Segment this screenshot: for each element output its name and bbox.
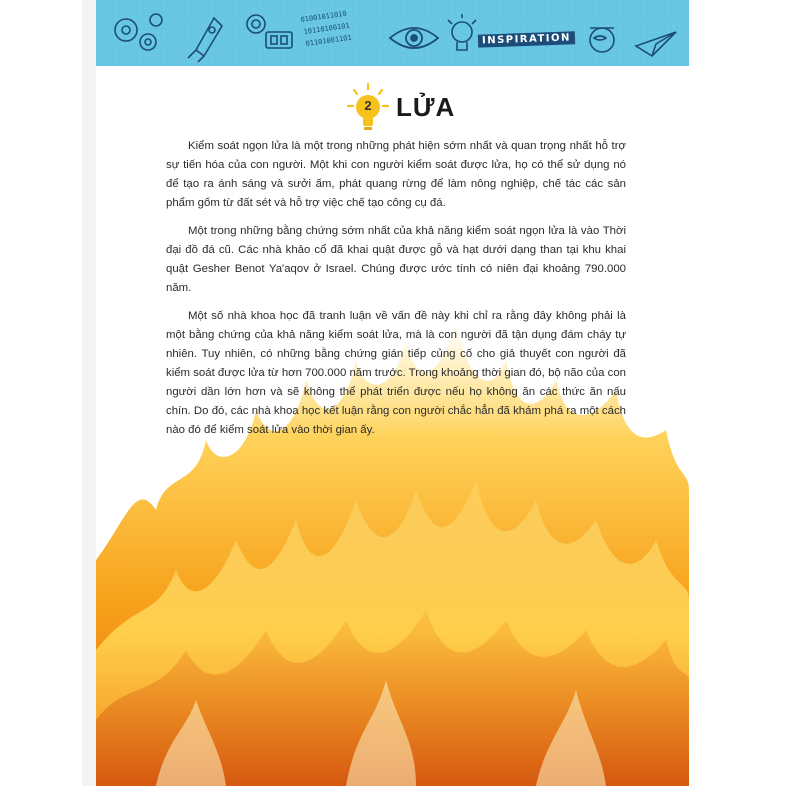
book-page <box>96 0 689 786</box>
banner-label: INSPIRATION <box>478 31 575 47</box>
chapter-number: 2 <box>364 98 372 113</box>
chapter-title: LỬA <box>396 91 456 122</box>
page-edge <box>82 0 96 786</box>
doodle-banner <box>96 0 689 66</box>
svg-text:01001011010: 01001011010 <box>300 9 348 24</box>
chapter-bulb-icon <box>346 82 390 132</box>
svg-text:10110100101: 10110100101 <box>303 21 351 36</box>
right-margin <box>689 0 786 786</box>
binary-text-icon <box>300 10 352 48</box>
left-margin <box>0 0 82 786</box>
article-body <box>166 137 626 449</box>
paragraph: Kiểm soát ngọn lửa là một trong những phát hiện sớm nhất và quan trọng nhất hỗ trợ sự tiến hóa của con người. Một khi con người kiểm soát được lửa, họ có thể sử dụng nó để tạo ra ánh sáng và sưởi ấm, phát quang rừng để làm nông nghiệp, chế tác các sản phẩm gốm từ đất sét và hỗ trợ việc chế tạo công cụ đá. <box>166 140 626 209</box>
paragraph: Một trong những bằng chứng sớm nhất của khả năng kiểm soát ngọn lửa là vào Thời đại đồ đá cũ. Các nhà khảo cổ đã khai quật được gỗ và hạt dưới dạng than tại khu khai quật Gesher Benot Ya'aqov ở Israel. Chúng được ước tính có niên đại khoảng 790.000 năm. <box>166 225 626 294</box>
chapter-heading <box>346 82 455 132</box>
svg-text:01101001101: 01101001101 <box>305 33 353 48</box>
paragraph: Một số nhà khoa học đã tranh luận về vấn đề này khi chỉ ra rằng đây không phải là một bằng chứng của khả năng kiểm soát lửa, mà là con người đã tận dụng đám cháy tự nhiên. Tuy nhiên, có những bằng chứng gián tiếp củng cố cho giả thuyết con người đã kiểm soát được lửa từ hơn 700.000 năm trước. Trong khoảng thời gian đó, bộ não của con người dần lớn hơn và sẽ không thể phát triển được nếu họ không ăn các thức ăn nấu chín. Do đó, các nhà khoa học kết luận rằng con người chắc hẳn đã khám phá ra một cách nào đó để kiểm soát lửa vào thời gian ấy. <box>166 310 626 436</box>
